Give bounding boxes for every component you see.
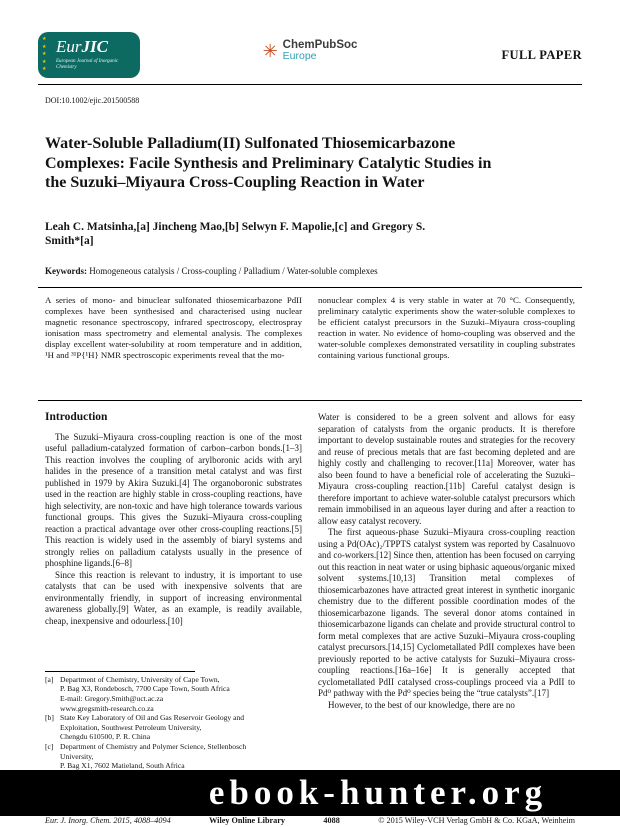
abstract-bottom-rule	[38, 400, 582, 401]
abstract-left-column: A series of mono- and binuclear sulfonated thiosemicarbazone PdII complexes have been synthesised and characterised using nuclear magnetic resonance spectroscopy, infrared spectroscopy, electrospray ionisation mass spectrometry and elemental analysis. The complexes display excellent water-solubility at room temperature and in addition, ¹H and ³¹P{¹H} NMR spectroscopic experiments reveal that the mo-	[45, 295, 302, 360]
eurjic-logo	[38, 32, 140, 78]
keywords-line	[45, 266, 575, 276]
keywords-label: Keywords:	[45, 266, 87, 276]
body-paragraph: The first aqueous-phase Suzuki–Miyaura cross-coupling reaction using a Pd(OAc)₂/TPPTS catalyst system was reported by Casalnuovo and co-workers.[12] Since then, attention has been focused on carrying out this reaction in neat water or using biphasic aqueous/organic mixed solvent systems.[10,13] Transition metal complexes of thiosemicarbazones have attracted great interest in synthetic inorganic chemistry due to the different possible coordination modes of the thiosemicarbazone ligands. The several donor atoms contained in thiosemicarbazone ligands can chelate and provide structural control to form metal complexes that are active Suzuki–Miyaura cross-coupling catalyst precursors.[14,15] Cyclometallated PdII complexes have been previously reported to be active catalysts for Suzuki–Miyaura cross-coupling reactions.[16a–16e] It is generally accepted that cyclometallated PdII catalysed cross-couplings proceed via a PdII to Pd⁰ pathway with the Pd⁰ species being the “true catalysts”.[17]	[318, 527, 575, 698]
paper-title: Water-Soluble Palladium(II) Sulfonated Thiosemicarbazone Complexes: Facile Synthesis and Preliminary Catalytic Studies in the Suzuki–Miyaura Cross-Coupling Reaction in Water	[45, 135, 492, 191]
watermark-text: ebook-hunter.org	[208, 773, 548, 812]
intro-paragraph: Since this reaction is relevant to industry, it is important to use catalysts that can be used with inexpensive solvents that are environmentally friendly, in support of increasing environmental awareness globally.[9] Water, as an example, is readily available, cheap, inexpensive and odourless.[10]	[45, 569, 302, 626]
abstract	[45, 295, 575, 361]
logo-wordmark	[56, 37, 128, 70]
logo-text-eur: Eur	[56, 37, 82, 56]
body-right-column	[318, 412, 575, 790]
footnote-line: State Key Laboratory of Oil and Gas Reservoir Geology and	[60, 713, 245, 723]
footnote-body	[60, 675, 302, 713]
email-link[interactable]: E-mail: Gregory.Smith@uct.ac.za	[60, 694, 164, 704]
doi-text: DOI:10.1002/ejic.201500588	[45, 96, 140, 105]
author-list: Leah C. Matsinha,[a] Jincheng Mao,[b] Selwyn F. Mapolie,[c] and Gregory S. Smith*[a]	[45, 221, 426, 247]
abstract-right-column: nonuclear complex 4 is very stable in water at 70 °C. Consequently, preliminary catalytic experiments show the water-soluble complexes to be efficient catalyst precursors in the Suzuki–Miyaura cross-coupling reaction in water. No evidence of homo-coupling was observed and the water-soluble complexes demonstrated versatility in coupling substrates containing various functional groups.	[318, 295, 575, 360]
footer-wiley-online-library: Wiley Online Library	[209, 816, 285, 825]
footnote-a	[45, 675, 302, 713]
footnote-body	[60, 713, 302, 742]
footnote-line: P. Bag X1, 7602 Matieland, South Africa	[60, 761, 185, 771]
article-body	[45, 412, 575, 790]
body-paragraph: Water is considered to be a green solvent and allows for easy separation of catalysts from the organic products. It is therefore important to develop sustainable routes and strategies for the recovery and reuse of precious metals that are fast becoming depleted and are highly costly and challenging to recover.[11a] Moreover, water has also been found to have a beneficial role of accelerating the Suzuki–Miyaura cross-coupling reaction.[11b] Careful catalyst design is therefore important to achieve water-soluble catalyst precursors which remain immobilised in an aqueous layer during and after a reaction to allow easy catalyst recovery.	[318, 412, 575, 526]
chempubsoc-flower-icon: ✳	[262, 40, 278, 61]
chempubsoc-name: ChemPubSoc	[282, 39, 358, 51]
footnote-line: Chengdu 610500, P. R. China	[60, 732, 151, 742]
keywords-text: Homogeneous catalysis / Cross-coupling / Palladium / Water-soluble complexes	[89, 266, 378, 276]
logo-subtitle: European Journal of Inorganic Chemistry	[56, 59, 119, 70]
body-paragraph: However, to the best of our knowledge, there are no	[328, 699, 515, 710]
footnote-marker: [a]	[45, 674, 54, 684]
website-link[interactable]: www.gregsmith-research.co.za	[60, 703, 154, 713]
footer-citation: Eur. J. Inorg. Chem. 2015, 4088–4094	[45, 816, 171, 825]
watermark-band	[0, 770, 620, 816]
footnote-line: University,	[60, 751, 94, 761]
footnote-line: P. Bag X3, Rondebosch, 7700 Cape Town, South Africa	[60, 684, 230, 694]
intro-paragraph: The Suzuki–Miyaura cross-coupling reaction is one of the most useful palladium-catalyzed formation of carbon–carbon bonds.[1–3] This reaction involves the coupling of arylboronic acids with aryl halides in the presence of a transition metal catalyst and was first published in 1979 by Akira Suzuki.[4] The organoboronic substrates used in the reaction are highly stable in cross-coupling reactions, have high selectivity, are non-toxic and have high tolerance towards various functional groups. This gives the Suzuki–Miyaura cross-coupling reaction a practical advantage over other cross-coupling reactions.[5] This reaction is widely used in the assembly of biaryl systems and strongly relies on palladium catalysts usually in the presence of phosphine ligands.[6–8]	[45, 431, 302, 568]
chempubsoc-region: Europe	[282, 50, 317, 62]
footnote-marker: [c]	[45, 742, 54, 752]
footnote-line: Exploitation, Southwest Petroleum University,	[60, 722, 202, 732]
abstract-top-rule	[38, 287, 582, 288]
journal-header	[38, 30, 582, 80]
eu-stars-icon: ★ ★ ★ ★ ★	[42, 37, 47, 72]
footnote-body	[60, 742, 302, 771]
page-footer	[45, 816, 575, 825]
footnote-c	[45, 742, 302, 771]
footnote-line: Department of Chemistry and Polymer Science, Stellenbosch	[60, 742, 247, 752]
footer-copyright: © 2015 Wiley-VCH Verlag GmbH & Co. KGaA, Weinheim	[378, 816, 575, 825]
body-left-column	[45, 412, 302, 790]
section-heading-introduction: Introduction	[45, 412, 108, 423]
chempubsoc-text	[283, 39, 358, 62]
footnote-line: Department of Chemistry, University of Cape Town,	[60, 674, 220, 684]
article-type-label: FULL PAPER	[501, 47, 582, 62]
logo-text-jic: JIC	[81, 37, 108, 56]
footnote-marker: [b]	[45, 713, 54, 723]
chempubsoc-logo	[263, 39, 358, 62]
header-rule	[38, 84, 582, 85]
footer-page-number: 4088	[323, 816, 340, 825]
footnote-rule	[45, 671, 195, 672]
footnote-b	[45, 713, 302, 742]
